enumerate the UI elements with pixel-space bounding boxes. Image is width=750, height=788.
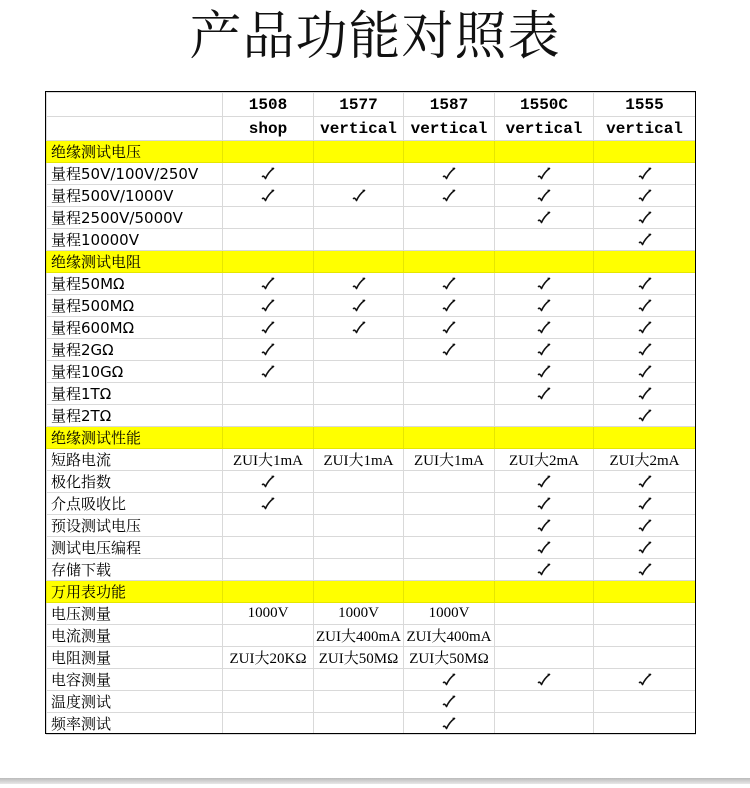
check-cell <box>314 317 404 339</box>
table-row <box>47 229 696 251</box>
check-cell <box>404 713 495 735</box>
row-label: 量程2GΩ <box>47 339 223 361</box>
row-label: 温度测试 <box>47 691 223 713</box>
value-cell <box>594 625 696 647</box>
value-cell <box>223 405 314 427</box>
section-fill <box>404 141 495 163</box>
check-cell <box>594 163 696 185</box>
check-cell <box>594 317 696 339</box>
row-label: 电压测量 <box>47 603 223 625</box>
value-cell <box>314 471 404 493</box>
check-cell <box>594 207 696 229</box>
check-cell <box>223 339 314 361</box>
value-cell <box>404 559 495 581</box>
value-cell <box>594 647 696 669</box>
checkmark-icon <box>535 495 553 513</box>
value-cell <box>404 515 495 537</box>
section-fill <box>495 141 594 163</box>
check-cell <box>404 185 495 207</box>
table-row <box>47 317 696 339</box>
checkmark-icon <box>535 187 553 205</box>
check-cell <box>594 185 696 207</box>
check-cell <box>223 295 314 317</box>
checkmark-icon <box>636 495 654 513</box>
checkmark-icon <box>636 407 654 425</box>
check-cell <box>404 339 495 361</box>
check-cell <box>404 295 495 317</box>
divider <box>0 778 750 784</box>
value-cell <box>495 691 594 713</box>
value-cell <box>314 713 404 735</box>
section-row <box>47 141 696 163</box>
section-fill <box>495 427 594 449</box>
table-row <box>47 625 696 647</box>
comparison-table <box>46 92 696 735</box>
checkmark-icon <box>440 319 458 337</box>
section-fill <box>314 427 404 449</box>
check-cell <box>594 295 696 317</box>
table-row <box>47 537 696 559</box>
check-cell <box>495 559 594 581</box>
checkmark-icon <box>636 539 654 557</box>
value-cell <box>594 603 696 625</box>
section-fill <box>314 251 404 273</box>
table-row <box>47 471 696 493</box>
value-cell <box>594 713 696 735</box>
value-cell: ZUI大1mA <box>223 449 314 471</box>
value-cell <box>223 229 314 251</box>
check-cell <box>495 163 594 185</box>
checkmark-icon <box>535 385 553 403</box>
section-fill <box>404 251 495 273</box>
check-cell <box>594 471 696 493</box>
table-row <box>47 383 696 405</box>
column-model: 1555 <box>594 93 696 117</box>
value-cell <box>223 559 314 581</box>
value-cell <box>404 229 495 251</box>
checkmark-icon <box>636 341 654 359</box>
section-label: 绝缘测试电阻 <box>47 251 223 273</box>
section-label: 绝缘测试性能 <box>47 427 223 449</box>
row-label: 频率测试 <box>47 713 223 735</box>
table-row <box>47 691 696 713</box>
checkmark-icon <box>636 385 654 403</box>
table-row <box>47 405 696 427</box>
section-row <box>47 581 696 603</box>
checkmark-icon <box>535 341 553 359</box>
check-cell <box>594 559 696 581</box>
checkmark-icon <box>535 473 553 491</box>
value-cell <box>223 537 314 559</box>
check-cell <box>223 361 314 383</box>
section-fill <box>314 581 404 603</box>
table-row <box>47 493 696 515</box>
checkmark-icon <box>535 539 553 557</box>
row-label: 量程600MΩ <box>47 317 223 339</box>
checkmark-icon <box>259 319 277 337</box>
section-fill <box>223 251 314 273</box>
checkmark-icon <box>636 187 654 205</box>
value-cell <box>223 383 314 405</box>
value-cell <box>404 361 495 383</box>
table-row <box>47 647 696 669</box>
checkmark-icon <box>440 341 458 359</box>
check-cell <box>314 273 404 295</box>
check-cell <box>223 493 314 515</box>
row-label: 电阻测量 <box>47 647 223 669</box>
value-cell <box>223 207 314 229</box>
value-cell <box>223 515 314 537</box>
row-label: 量程500V/1000V <box>47 185 223 207</box>
section-fill <box>495 581 594 603</box>
checkmark-icon <box>636 363 654 381</box>
check-cell <box>495 273 594 295</box>
value-cell <box>404 383 495 405</box>
column-type: vertical <box>314 117 404 141</box>
checkmark-icon <box>440 715 458 733</box>
row-label: 电容测量 <box>47 669 223 691</box>
value-cell <box>314 163 404 185</box>
checkmark-icon <box>259 495 277 513</box>
value-cell <box>314 207 404 229</box>
value-cell <box>314 537 404 559</box>
value-cell: 1000V <box>404 603 495 625</box>
value-cell: ZUI大20KΩ <box>223 647 314 669</box>
value-cell <box>404 207 495 229</box>
row-label: 存储下载 <box>47 559 223 581</box>
value-cell: ZUI大50MΩ <box>404 647 495 669</box>
value-cell <box>404 493 495 515</box>
check-cell <box>495 537 594 559</box>
table-row <box>47 515 696 537</box>
section-fill <box>594 581 696 603</box>
corner-cell <box>47 93 223 117</box>
column-type: vertical <box>594 117 696 141</box>
section-row <box>47 251 696 273</box>
check-cell <box>495 471 594 493</box>
table-row <box>47 669 696 691</box>
value-cell <box>223 691 314 713</box>
checkmark-icon <box>535 561 553 579</box>
check-cell <box>404 691 495 713</box>
checkmark-icon <box>636 231 654 249</box>
table-row <box>47 559 696 581</box>
row-label: 量程50MΩ <box>47 273 223 295</box>
checkmark-icon <box>535 209 553 227</box>
section-label: 绝缘测试电压 <box>47 141 223 163</box>
row-label: 量程2TΩ <box>47 405 223 427</box>
check-cell <box>495 207 594 229</box>
check-cell <box>314 295 404 317</box>
value-cell <box>404 405 495 427</box>
section-fill <box>404 427 495 449</box>
corner-cell <box>47 117 223 141</box>
checkmark-icon <box>440 165 458 183</box>
check-cell <box>223 163 314 185</box>
value-cell <box>314 493 404 515</box>
row-label: 量程1TΩ <box>47 383 223 405</box>
check-cell <box>314 185 404 207</box>
checkmark-icon <box>535 297 553 315</box>
check-cell <box>594 537 696 559</box>
checkmark-icon <box>636 275 654 293</box>
section-fill <box>495 251 594 273</box>
column-type: vertical <box>495 117 594 141</box>
value-cell <box>314 405 404 427</box>
value-cell <box>314 669 404 691</box>
check-cell <box>495 383 594 405</box>
value-cell: ZUI大400mA <box>314 625 404 647</box>
checkmark-icon <box>259 473 277 491</box>
checkmark-icon <box>535 363 553 381</box>
check-cell <box>594 493 696 515</box>
check-cell <box>404 163 495 185</box>
check-cell <box>594 405 696 427</box>
page-title: 产品功能对照表 <box>189 7 561 67</box>
check-cell <box>594 383 696 405</box>
checkmark-icon <box>440 187 458 205</box>
checkmark-icon <box>350 319 368 337</box>
checkmark-icon <box>636 209 654 227</box>
section-label: 万用表功能 <box>47 581 223 603</box>
check-cell <box>594 273 696 295</box>
checkmark-icon <box>350 275 368 293</box>
checkmark-icon <box>636 561 654 579</box>
checkmark-icon <box>636 165 654 183</box>
checkmark-icon <box>440 693 458 711</box>
row-label: 量程500MΩ <box>47 295 223 317</box>
value-cell: ZUI大400mA <box>404 625 495 647</box>
value-cell <box>404 471 495 493</box>
checkmark-icon <box>535 671 553 689</box>
table-row <box>47 163 696 185</box>
row-label: 极化指数 <box>47 471 223 493</box>
section-fill <box>314 141 404 163</box>
value-cell <box>314 339 404 361</box>
value-cell <box>314 559 404 581</box>
checkmark-icon <box>535 275 553 293</box>
check-cell <box>594 669 696 691</box>
value-cell <box>223 713 314 735</box>
value-cell <box>314 383 404 405</box>
value-cell <box>314 361 404 383</box>
checkmark-icon <box>636 671 654 689</box>
check-cell <box>495 515 594 537</box>
checkmark-icon <box>259 297 277 315</box>
section-fill <box>594 251 696 273</box>
section-fill <box>404 581 495 603</box>
column-type: shop <box>223 117 314 141</box>
table-row <box>47 361 696 383</box>
column-type: vertical <box>404 117 495 141</box>
value-cell <box>314 515 404 537</box>
check-cell <box>495 493 594 515</box>
checkmark-icon <box>636 319 654 337</box>
value-cell <box>495 603 594 625</box>
checkmark-icon <box>350 297 368 315</box>
section-fill <box>594 427 696 449</box>
check-cell <box>594 515 696 537</box>
section-fill <box>223 427 314 449</box>
row-label: 预设测试电压 <box>47 515 223 537</box>
value-cell <box>314 691 404 713</box>
check-cell <box>404 669 495 691</box>
table-row <box>47 295 696 317</box>
checkmark-icon <box>259 187 277 205</box>
table-row <box>47 185 696 207</box>
check-cell <box>404 317 495 339</box>
checkmark-icon <box>259 165 277 183</box>
row-label: 量程10GΩ <box>47 361 223 383</box>
table-row <box>47 207 696 229</box>
value-cell <box>404 537 495 559</box>
value-cell: ZUI大2mA <box>594 449 696 471</box>
section-fill <box>223 581 314 603</box>
value-cell <box>495 405 594 427</box>
value-cell <box>223 669 314 691</box>
table-row <box>47 603 696 625</box>
check-cell <box>594 229 696 251</box>
header-row-type <box>47 117 696 141</box>
column-model: 1577 <box>314 93 404 117</box>
check-cell <box>495 339 594 361</box>
table-row <box>47 713 696 735</box>
check-cell <box>495 669 594 691</box>
table-row <box>47 273 696 295</box>
value-cell: ZUI大1mA <box>404 449 495 471</box>
checkmark-icon <box>440 297 458 315</box>
checkmark-icon <box>259 363 277 381</box>
check-cell <box>223 185 314 207</box>
checkmark-icon <box>636 473 654 491</box>
row-label: 量程50V/100V/250V <box>47 163 223 185</box>
table-row <box>47 449 696 471</box>
row-label: 量程2500V/5000V <box>47 207 223 229</box>
section-row <box>47 427 696 449</box>
check-cell <box>223 273 314 295</box>
value-cell <box>314 229 404 251</box>
row-label: 介点吸收比 <box>47 493 223 515</box>
row-label: 量程10000V <box>47 229 223 251</box>
check-cell <box>495 361 594 383</box>
checkmark-icon <box>440 275 458 293</box>
value-cell <box>223 625 314 647</box>
checkmark-icon <box>350 187 368 205</box>
checkmark-icon <box>636 517 654 535</box>
column-model: 1587 <box>404 93 495 117</box>
checkmark-icon <box>535 165 553 183</box>
check-cell <box>223 317 314 339</box>
section-fill <box>594 141 696 163</box>
header-row-model <box>47 93 696 117</box>
value-cell <box>495 713 594 735</box>
value-cell: ZUI大50MΩ <box>314 647 404 669</box>
value-cell <box>495 625 594 647</box>
check-cell <box>495 185 594 207</box>
value-cell <box>495 229 594 251</box>
check-cell <box>495 317 594 339</box>
value-cell: ZUI大2mA <box>495 449 594 471</box>
row-label: 短路电流 <box>47 449 223 471</box>
value-cell <box>594 691 696 713</box>
row-label: 测试电压编程 <box>47 537 223 559</box>
check-cell <box>594 361 696 383</box>
column-model: 1508 <box>223 93 314 117</box>
checkmark-icon <box>440 671 458 689</box>
value-cell: ZUI大1mA <box>314 449 404 471</box>
value-cell: 1000V <box>223 603 314 625</box>
section-fill <box>223 141 314 163</box>
check-cell <box>594 339 696 361</box>
value-cell <box>495 647 594 669</box>
column-model: 1550C <box>495 93 594 117</box>
checkmark-icon <box>636 297 654 315</box>
table-row <box>47 339 696 361</box>
row-label: 电流测量 <box>47 625 223 647</box>
checkmark-icon <box>259 275 277 293</box>
checkmark-icon <box>259 341 277 359</box>
value-cell: 1000V <box>314 603 404 625</box>
check-cell <box>495 295 594 317</box>
checkmark-icon <box>535 517 553 535</box>
check-cell <box>223 471 314 493</box>
check-cell <box>404 273 495 295</box>
checkmark-icon <box>535 319 553 337</box>
